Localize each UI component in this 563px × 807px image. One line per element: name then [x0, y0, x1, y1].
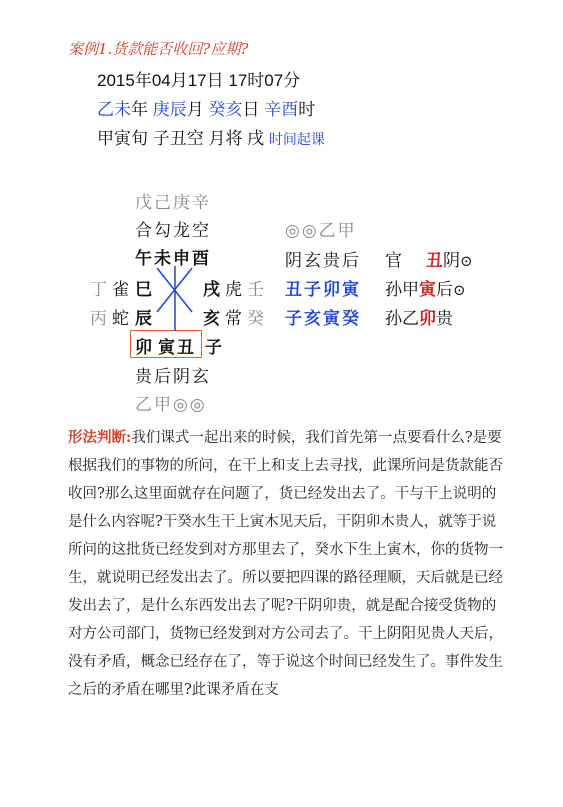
xun-note: 时间起课	[268, 131, 325, 147]
chuan2-god: 后	[436, 280, 453, 300]
analysis-label: 形法判断:	[68, 429, 132, 446]
analysis-text: 我们课式一起出来的时候，我们首先第一点要看什么?是要根据我们的事物的所问，在干上和支上去寻找，此课所问是货款能否收回?那么这里面就存在问题了，货已经发出去了。干与干上说明的是什么内容呢?干癸水生干上寅木见天后，干阴卯木贵人，就等于说所问的这批货已经发到对方那里去了，癸水下生上寅木，你的货物一生，就说明已经发出去了。所以要把四课的路径理顺，天后就是已经发出去了，是什么东西发出去了呢?干阴卯贵，就是配合接受货物的对方公司部门，货物已经发到对方公司去了。干上阴阳见贵人天后，没有矛盾，概念已经存在了，等于说这个时间已经发生了。事件发生之后的矛盾在哪里?此课矛盾在支	[68, 430, 503, 698]
ke-row3: 丑子卯寅	[285, 280, 361, 300]
top-gods: 合勾龙空	[135, 221, 211, 241]
bottom-circles: ◎◎	[173, 395, 207, 415]
hour-ganzhi: 辛酉	[264, 100, 299, 119]
left1-branch: 巳	[135, 280, 152, 300]
bottom-stems: 乙甲	[135, 395, 173, 415]
chuan3-stem: 乙	[402, 309, 419, 329]
bottom-branch-right: 子	[205, 338, 222, 358]
right1-branch: 戌	[203, 280, 220, 300]
left1-stem: 丁	[90, 280, 107, 300]
day-ganzhi: 癸亥	[208, 100, 243, 119]
chuan-row-3	[385, 304, 453, 329]
right2-stem: 癸	[247, 309, 264, 329]
ke-row2: 阴玄贵后	[285, 251, 361, 271]
chuan1-mark: ⊙	[460, 252, 473, 270]
chuan2-stem: 甲	[402, 280, 419, 300]
bottom-gods: 贵后阴玄	[135, 367, 211, 387]
chuan-row-2	[385, 275, 466, 300]
top-stems: 戊己庚辛	[135, 193, 211, 213]
month-ganzhi: 庚辰	[152, 100, 187, 119]
xun-text: 甲寅旬 子丑空 月将 戌	[97, 129, 265, 148]
bottom-branch-boxed: 寅丑	[158, 338, 196, 358]
left2-branch: 辰	[135, 309, 152, 329]
hour-suffix: 时	[298, 100, 316, 119]
left2-stem: 丙	[90, 309, 107, 329]
bottom-branch-left: 卯	[135, 338, 152, 358]
chuan3-branch: 卯	[419, 309, 436, 329]
datetime-line: 2015年04月17日 17时07分	[97, 71, 301, 90]
ke-stems: 乙甲	[318, 221, 357, 241]
top-branches: 午未申酉	[135, 249, 211, 269]
chuan1-branch: 丑	[426, 251, 443, 271]
ke-row4: 子亥寅癸	[285, 309, 361, 329]
year-suffix: 年	[131, 100, 148, 119]
right1-god: 虎	[225, 280, 242, 300]
analysis-paragraph	[68, 424, 508, 704]
chuan2-branch: 寅	[419, 280, 436, 300]
ke-circles: ◎◎	[285, 221, 319, 241]
year-ganzhi: 乙未	[97, 100, 131, 119]
month-suffix: 月	[186, 100, 204, 119]
day-suffix: 日	[242, 100, 260, 119]
right1-stem: 壬	[247, 280, 264, 300]
chuan3-rel: 孙	[385, 309, 402, 329]
chuan1-rel: 官	[385, 251, 402, 271]
right2-god: 常	[225, 309, 242, 329]
chuan3-god: 贵	[436, 309, 453, 329]
chuan2-rel: 孙	[385, 280, 402, 300]
case-title: 案例1.货款能否收回?应期?	[68, 40, 249, 58]
left2-god: 蛇	[112, 309, 129, 329]
chuan1-god: 阴	[443, 251, 460, 271]
chuan-row-1	[385, 246, 473, 271]
left1-god: 雀	[112, 280, 129, 300]
right2-branch: 亥	[203, 309, 220, 329]
chuan2-mark: ⊙	[453, 281, 466, 299]
ke-row1	[285, 216, 357, 241]
